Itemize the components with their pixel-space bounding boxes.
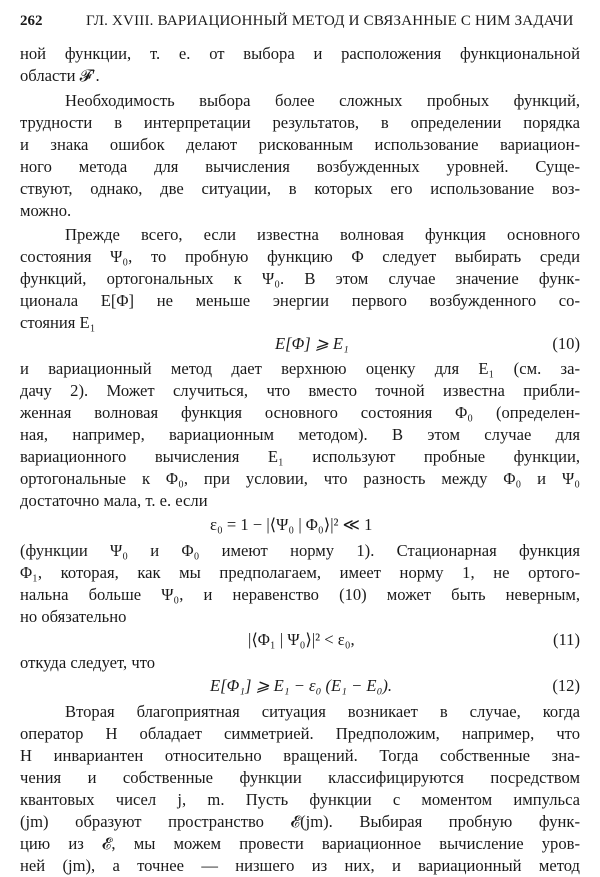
equation-formula: |⟨Φ₁ | Ψ₀⟩|² < ε₀,: [248, 630, 355, 649]
text-line: Вторая благоприятная ситуация возникает в случае, когда: [65, 702, 580, 721]
text-line: ствуют, однако, две ситуации, в которых его использование воз-: [20, 179, 580, 198]
text-line: состояния Ψ₀, то пробную функцию Φ следует выбирать среди: [20, 247, 580, 266]
text-line: ного метода для вычисления возбужденных уровней. Суще-: [20, 157, 580, 176]
text-line: женная волновая функция основного состояния Φ₀ (определен-: [20, 403, 580, 422]
text-line: цию из 𝓔, мы можем провести вариационное вычисление уров-: [20, 834, 580, 853]
text-line: откуда следует, что: [20, 653, 156, 672]
equation-number: (11): [552, 630, 580, 649]
text-line: Φ₁, которая, как мы предполагаем, имеет норму 1, не ортого-: [20, 563, 580, 582]
text-line: (функции Ψ₀ и Φ₀ имеют норму 1). Стационарная функция: [20, 541, 580, 560]
text-line: достаточно мала, т. е. если: [20, 491, 208, 510]
equation-12: [20, 674, 580, 698]
text-line: Необходимость выбора более сложных пробных функций,: [65, 91, 580, 110]
text-line: но обязательно: [20, 607, 127, 626]
text-line: чения и собственные функции классифицируются посредством: [20, 768, 580, 787]
page-header: [20, 8, 580, 34]
text-line: ционала E[Φ] не меньше энергии первого возбужденного со-: [20, 291, 580, 310]
text-line: оператор H обладает симметрией. Предположим, например, что: [20, 724, 580, 743]
text-line: области 𝓕′.: [20, 66, 100, 85]
text-line: дачу 2). Может случиться, что вместо точной известна прибли-: [20, 381, 580, 400]
text-line: трудности в интерпретации результатов, в определении порядка: [20, 113, 580, 132]
text-line: ней (jm), а точнее — низшего из них, и вариационный метод: [20, 856, 580, 875]
text-line: H инвариантен относительно вращений. Тогда собственные зна-: [20, 746, 580, 765]
equation-formula: ε₀ = 1 − |⟨Ψ₀ | Φ₀⟩|² ≪ 1: [210, 515, 373, 534]
equation-10: [20, 332, 580, 356]
text-line: квантовых чисел j, m. Пусть функции с моментом импульса: [20, 790, 580, 809]
text-line: ортогональные к Φ₀, при условии, что разность между Φ₀ и Ψ₀: [20, 469, 580, 488]
equation-epsilon: [20, 513, 580, 537]
equation-number: (12): [552, 676, 580, 695]
text-line: Прежде всего, если известна волновая функция основного: [65, 225, 580, 244]
page-number: 262: [20, 13, 43, 29]
equation-11: [20, 628, 580, 652]
text-line: стояния E₁: [20, 313, 96, 332]
text-line: можно.: [20, 201, 72, 220]
text-line: и вариационный метод дает верхнюю оценку для E₁ (см. за-: [20, 359, 580, 378]
text-line: ная, например, вариационным методом). В этом случае для: [20, 425, 580, 444]
running-title: ГЛ. XVIII. ВАРИАЦИОННЫЙ МЕТОД И СВЯЗАННЫЕ С НИМ ЗАДАЧИ: [86, 13, 574, 29]
equation-formula: E[Φ₁] ⩾ E₁ − ε₀ (E₁ − E₀).: [210, 676, 393, 695]
text-line: нальна больше Ψ₀, и неравенство (10) может быть неверным,: [20, 585, 580, 604]
equation-number: (10): [552, 334, 580, 353]
equation-formula: E[Φ] ⩾ E₁: [275, 334, 349, 353]
text-line: (jm) образуют пространство 𝓔(jm). Выбирая пробную функ-: [20, 812, 580, 831]
text-line: и знака ошибок делают рискованным использование вариацион-: [20, 135, 580, 154]
text-line: ной функции, т. е. от выбора и расположения функциональной: [20, 44, 580, 63]
text-line: функций, ортогональных к Ψ₀. В этом случае значение функ-: [20, 269, 580, 288]
text-line: вариационного вычисления E₁ используют пробные функции,: [20, 447, 580, 466]
